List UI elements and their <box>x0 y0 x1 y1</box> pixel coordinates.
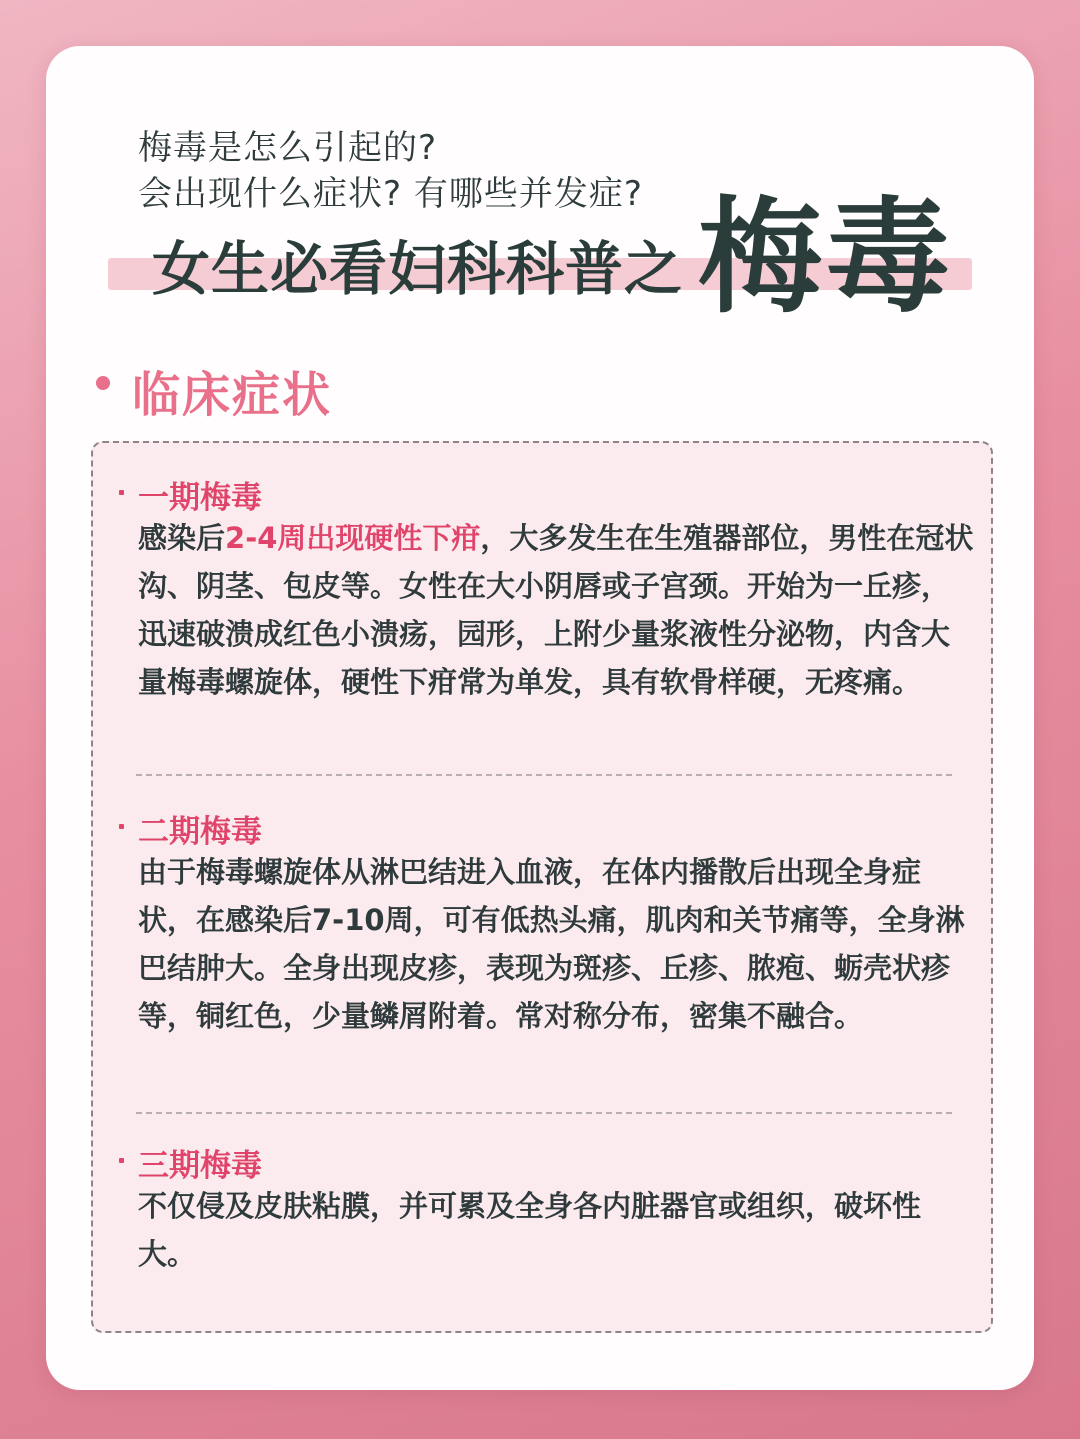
question-line-1: 梅毒是怎么引起的? <box>138 128 438 168</box>
stage-text-3: 不仅侵及皮肤粘膜，并可累及全身各内脏器官或组织，破坏性大。 <box>138 1189 922 1271</box>
section-title: 临床症状 <box>132 367 333 423</box>
page-title-topic: 梅毒 <box>698 186 955 330</box>
stage-text-2: 由于梅毒螺旋体从淋巴结进入血液，在体内播散后出现全身症状，在感染后7-10周，可有低热头痛，肌肉和关节痛等，全身淋巴结肿大。全身出现皮疹，表现为斑疹、丘疹、脓疱、蛎壳状疹等，铜红色，少量鳞屑附着。常对称分布，密集不融合。 <box>138 855 965 1033</box>
stage-text-1-before: 感染后 <box>138 521 226 555</box>
stage-bullet-icon <box>119 1158 124 1163</box>
section-bullet-icon <box>96 376 110 390</box>
stage-bullet-icon <box>119 824 124 829</box>
page-title: 女生必看妇科科普之 <box>152 235 684 303</box>
content-card <box>46 46 1034 1390</box>
stage-bullet-icon <box>119 490 124 495</box>
stage-text-1-highlight: 2-4周出现硬性下疳 <box>225 521 481 555</box>
stage-divider <box>136 1112 952 1114</box>
stage-text-1-after: ，大多发生在生殖器部位，男性在冠状沟、阴茎、包皮等。女性在大小阴唇或子宫颈。开始为一丘疹，迅速破溃成红色小溃疡，园形，上附少量浆液性分泌物，内含大量梅毒螺旋体，硬性下疳常为单发，具有软骨样硬，无疼痛。 <box>138 521 974 699</box>
stage-title-1: 一期梅毒 <box>138 480 262 516</box>
question-line-2: 会出现什么症状? 有哪些并发症? <box>138 174 643 214</box>
stage-text-1 <box>138 514 978 706</box>
stage-title-3: 三期梅毒 <box>138 1148 262 1184</box>
stage-title-2: 二期梅毒 <box>138 814 262 850</box>
stage-divider <box>136 774 952 776</box>
